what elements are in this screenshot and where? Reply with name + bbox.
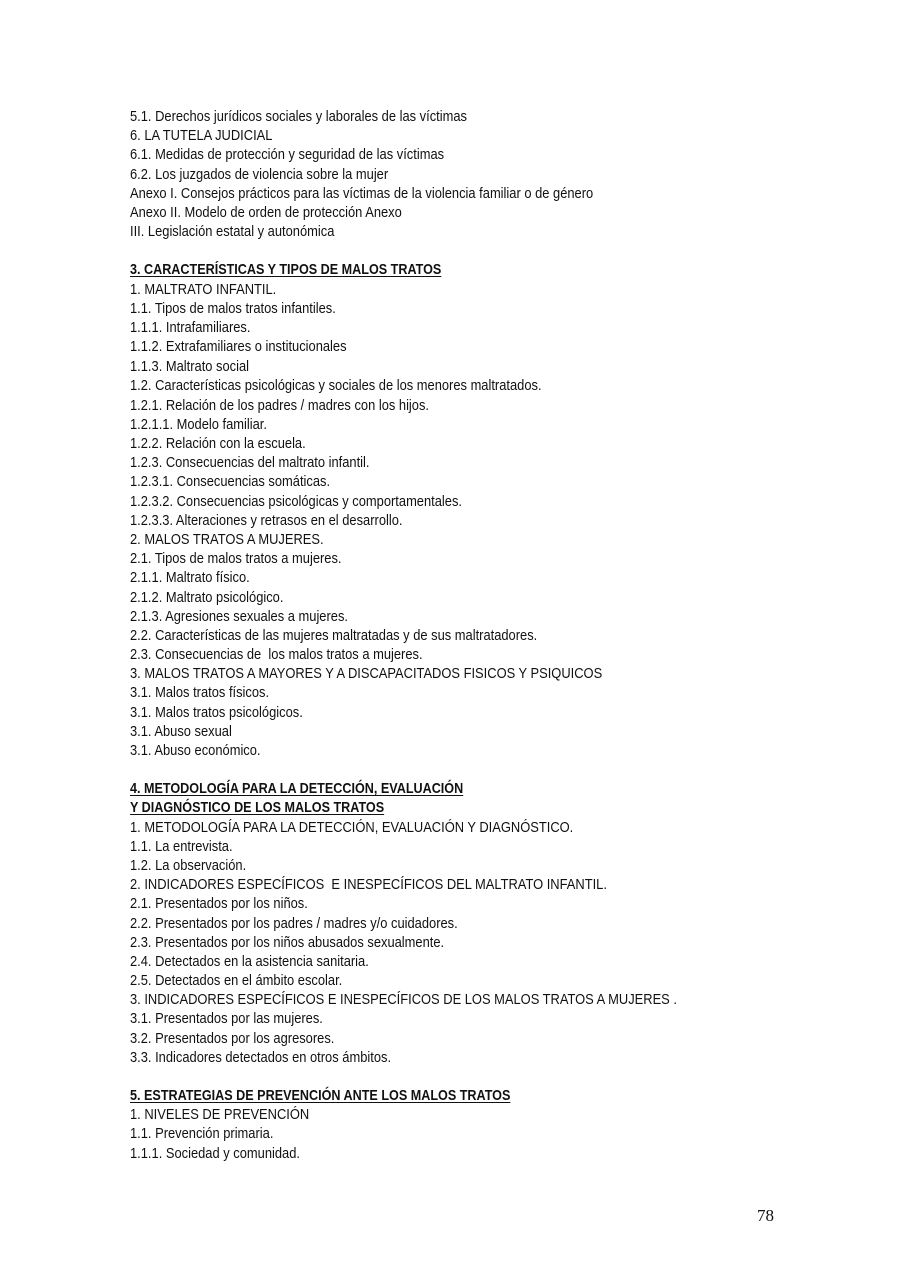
toc-entry: 2.4. Detectados en la asistencia sanitaria.: [130, 952, 369, 970]
page-number: 78: [757, 1206, 774, 1225]
toc-entry: 2. MALOS TRATOS A MUJERES.: [130, 530, 324, 548]
toc-entry: 2.5. Detectados en el ámbito escolar.: [130, 972, 343, 990]
toc-entry: 3.3. Indicadores detectados en otros ámbitos.: [130, 1048, 392, 1066]
spacer: [130, 760, 830, 779]
section-heading-continued: Y DIAGNÓSTICO DE LOS MALOS TRATOS: [130, 799, 385, 817]
toc-entry: 3.1. Abuso sexual: [130, 722, 232, 740]
toc-entry: 2.1. Presentados por los niños.: [130, 895, 308, 913]
spacer: [130, 241, 830, 260]
section-heading: 5. ESTRATEGIAS DE PREVENCIÓN ANTE LOS MALOS TRATOS: [130, 1087, 511, 1104]
toc-entry: 3.1. Presentados por las mujeres.: [130, 1010, 323, 1028]
toc-entry: 1.1.1. Intrafamiliares.: [130, 318, 251, 336]
table-of-contents: [130, 107, 830, 1163]
toc-section-4: [130, 779, 830, 1067]
toc-entry: 3. INDICADORES ESPECÍFICOS E INESPECÍFICOS DE LOS MALOS TRATOS A MUJERES .: [130, 991, 677, 1009]
toc-entry: 1.2.3. Consecuencias del maltrato infantil.: [130, 454, 370, 472]
toc-entry: 6.2. Los juzgados de violencia sobre la mujer: [130, 165, 389, 183]
toc-entry: 3.1. Malos tratos físicos.: [130, 684, 270, 702]
toc-entry: 1.1. Tipos de malos tratos infantiles.: [130, 299, 336, 317]
toc-entry: 1.2.3.3. Alteraciones y retrasos en el desarrollo.: [130, 511, 403, 529]
toc-entry: 1.2. Características psicológicas y sociales de los menores maltratados.: [130, 377, 542, 395]
toc-entry: 3.2. Presentados por los agresores.: [130, 1029, 335, 1047]
toc-entry: 1. METODOLOGÍA PARA LA DETECCIÓN, EVALUACIÓN Y DIAGNÓSTICO.: [130, 818, 574, 836]
toc-entry: 1.1.2. Extrafamiliares o institucionales: [130, 338, 347, 356]
toc-entry: 6. LA TUTELA JUDICIAL: [130, 127, 273, 145]
toc-entry: 1.2.1. Relación de los padres / madres con los hijos.: [130, 396, 430, 414]
spacer: [130, 1067, 830, 1086]
toc-entry: 1.1. Prevención primaria.: [130, 1125, 274, 1143]
toc-entry: 2.3. Presentados por los niños abusados sexualmente.: [130, 933, 445, 951]
toc-entry: 2.1.1. Maltrato físico.: [130, 569, 250, 587]
section-heading: 4. METODOLOGÍA PARA LA DETECCIÓN, EVALUACIÓN: [130, 780, 464, 798]
toc-entry: 1.2.3.1. Consecuencias somáticas.: [130, 473, 331, 491]
toc-entry: 6.1. Medidas de protección y seguridad de las víctimas: [130, 146, 445, 164]
toc-entry: 1.2.3.2. Consecuencias psicológicas y comportamentales.: [130, 492, 463, 510]
toc-section-5: [130, 1086, 830, 1163]
toc-entry: 1.2. La observación.: [130, 856, 247, 874]
section-heading: 3. CARACTERÍSTICAS Y TIPOS DE MALOS TRATOS: [130, 261, 442, 279]
toc-entry: 2.3. Consecuencias de los malos tratos a mujeres.: [130, 646, 423, 664]
toc-entry: III. Legislación estatal y autonómica: [130, 223, 335, 241]
toc-entry: 1.1. La entrevista.: [130, 837, 233, 855]
toc-entry: Anexo II. Modelo de orden de protección Anexo: [130, 203, 402, 221]
toc-entry: 2.1.3. Agresiones sexuales a mujeres.: [130, 607, 348, 625]
toc-entry: 1.1.3. Maltrato social: [130, 358, 250, 376]
toc-entry: 1.1.1. Sociedad y comunidad.: [130, 1144, 300, 1162]
toc-entry: 2. INDICADORES ESPECÍFICOS E INESPECÍFICOS DEL MALTRATO INFANTIL.: [130, 876, 607, 894]
toc-entry: 1. NIVELES DE PREVENCIÓN: [130, 1106, 310, 1124]
toc-entry: 1.2.2. Relación con la escuela.: [130, 435, 306, 452]
toc-section-3: [130, 260, 830, 760]
toc-entry: 3.1. Abuso económico.: [130, 742, 261, 759]
toc-block-intro: [130, 107, 830, 241]
toc-entry: 3.1. Malos tratos psicológicos.: [130, 703, 303, 721]
toc-entry: 5.1. Derechos jurídicos sociales y laborales de las víctimas: [130, 108, 467, 125]
toc-entry: 2.2. Características de las mujeres maltratadas y de sus maltratadores.: [130, 626, 538, 644]
toc-entry: 2.1. Tipos de malos tratos a mujeres.: [130, 550, 342, 568]
toc-entry: 1.2.1.1. Modelo familiar.: [130, 415, 267, 433]
toc-entry: 2.1.2. Maltrato psicológico.: [130, 588, 284, 606]
toc-entry: 1. MALTRATO INFANTIL.: [130, 280, 277, 298]
toc-entry: Anexo I. Consejos prácticos para las víctimas de la violencia familiar o de género: [130, 184, 594, 202]
toc-entry: 2.2. Presentados por los padres / madres y/o cuidadores.: [130, 914, 458, 932]
toc-entry: 3. MALOS TRATOS A MAYORES Y A DISCAPACITADOS FISICOS Y PSIQUICOS: [130, 665, 603, 683]
